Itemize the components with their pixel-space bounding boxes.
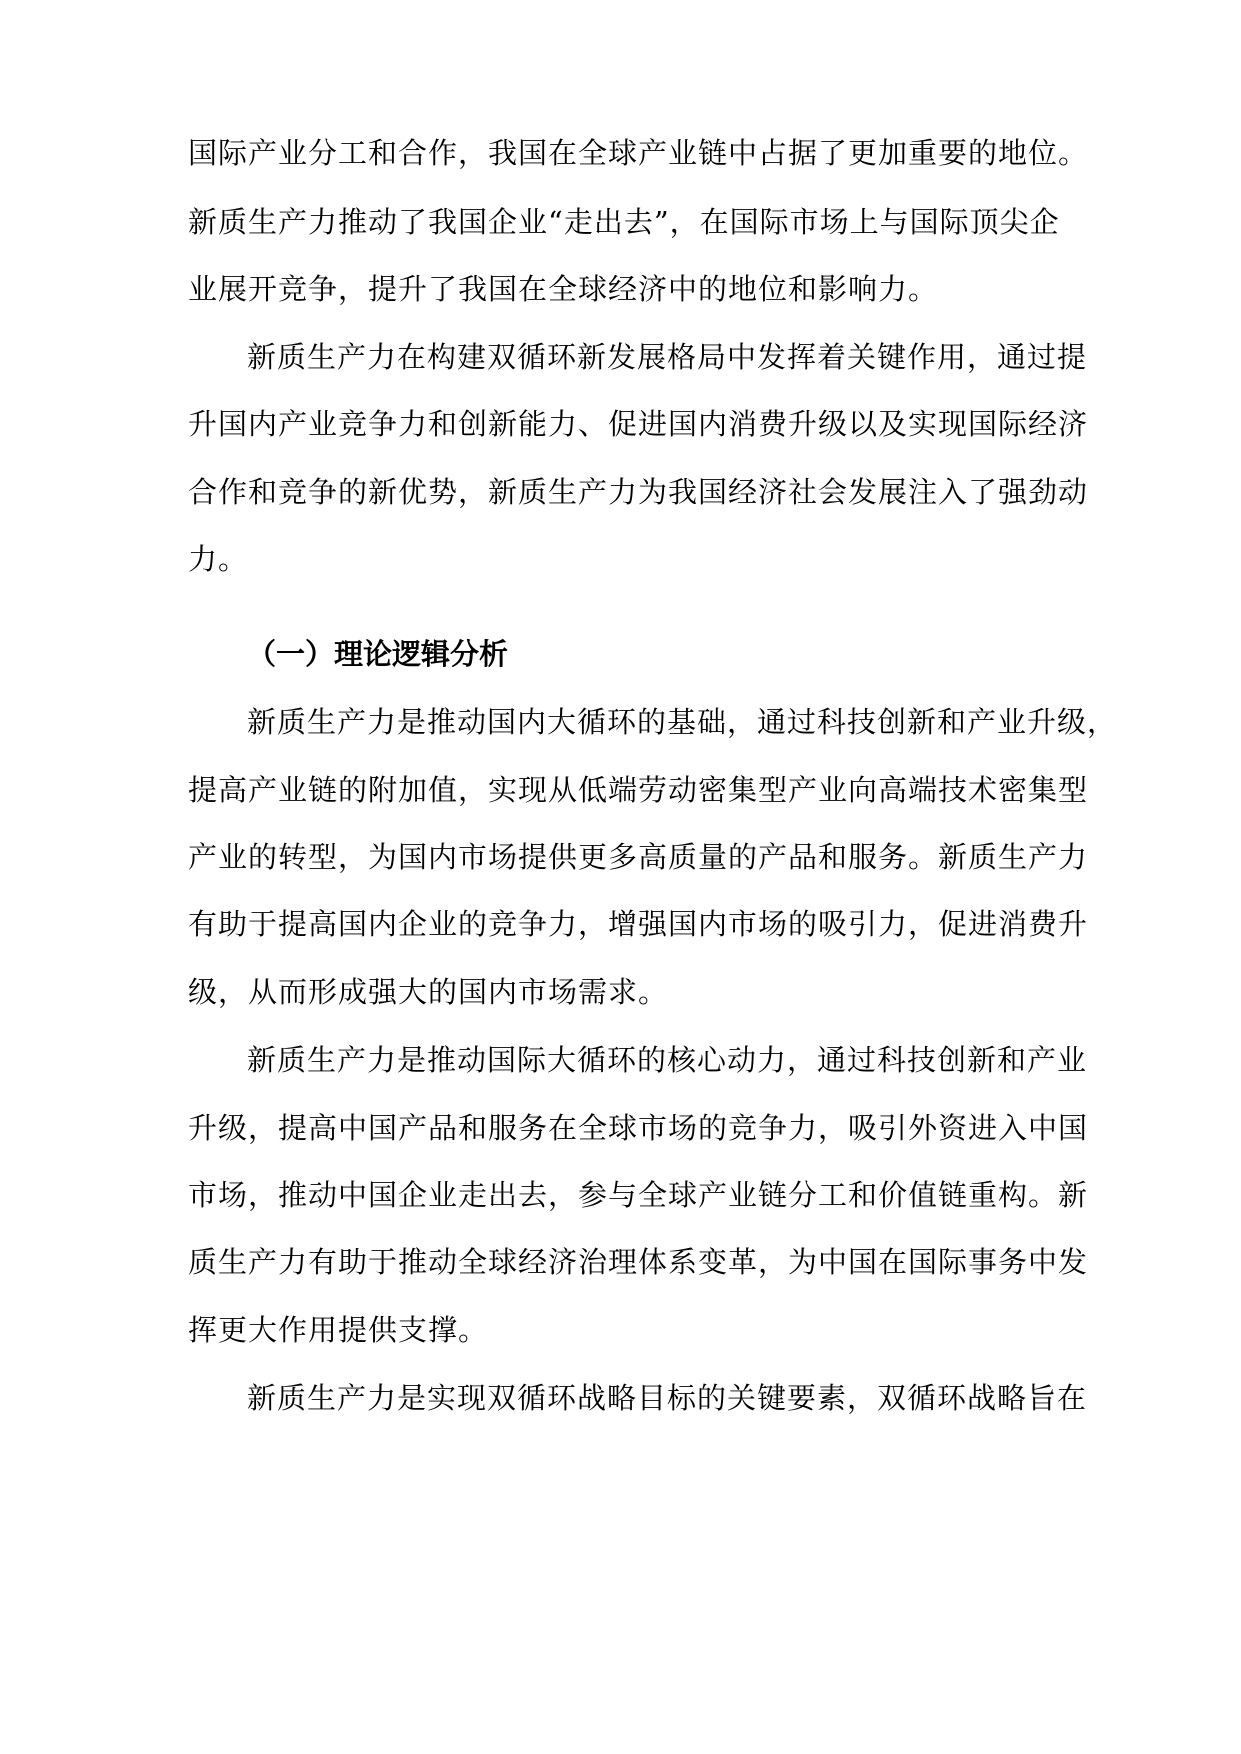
- text-line: 市场，推动中国企业走出去，参与全球产业链分工和价值链重构。新: [188, 1178, 1089, 1212]
- text-line: 级，从而形成强大的国内市场需求。: [188, 975, 669, 1009]
- text-line: 挥更大作用提供支撑。: [188, 1313, 489, 1347]
- text-line: 国际产业分工和合作，我国在全球产业链中占据了更加重要的地位。: [188, 136, 1089, 170]
- text-line: 业展开竞争，提升了我国在全球经济中的地位和影响力。: [188, 272, 939, 306]
- text-line: 新质生产力是实现双循环战略目标的关键要素，双循环战略旨在: [247, 1381, 1088, 1415]
- text-line: 提高产业链的附加值，实现从低端劳动密集型产业向高端技术密集型: [188, 773, 1089, 807]
- text-line: 合作和竞争的新优势，新质生产力为我国经济社会发展注入了强劲动: [188, 475, 1089, 509]
- text-line: 产业的转型，为国内市场提供更多高质量的产品和服务。新质生产力: [188, 840, 1089, 874]
- text-line: 质生产力有助于推动全球经济治理体系变革，为中国在国际事务中发: [188, 1245, 1089, 1279]
- text-line: 新质生产力推动了我国企业“走出去”，在国际市场上与国际顶尖企: [188, 205, 1060, 239]
- text-line: 力。: [188, 542, 249, 576]
- text-line: 升级，提高中国产品和服务在全球市场的竞争力，吸引外资进入中国: [188, 1111, 1089, 1145]
- text-line: 升国内产业竞争力和创新能力、促进国内消费升级以及实现国际经济: [188, 407, 1089, 441]
- text-line: 有助于提高国内企业的竞争力，增强国内市场的吸引力，促进消费升: [188, 907, 1089, 941]
- text-line: 新质生产力在构建双循环新发展格局中发挥着关键作用，通过提: [247, 340, 1088, 374]
- text-line: 新质生产力是推动国际大循环的核心动力，通过科技创新和产业: [247, 1043, 1088, 1077]
- section-heading: （一）理论逻辑分析: [247, 637, 509, 671]
- text-line: 新质生产力是推动国内大循环的基础，通过科技创新和产业升级，: [247, 705, 1118, 739]
